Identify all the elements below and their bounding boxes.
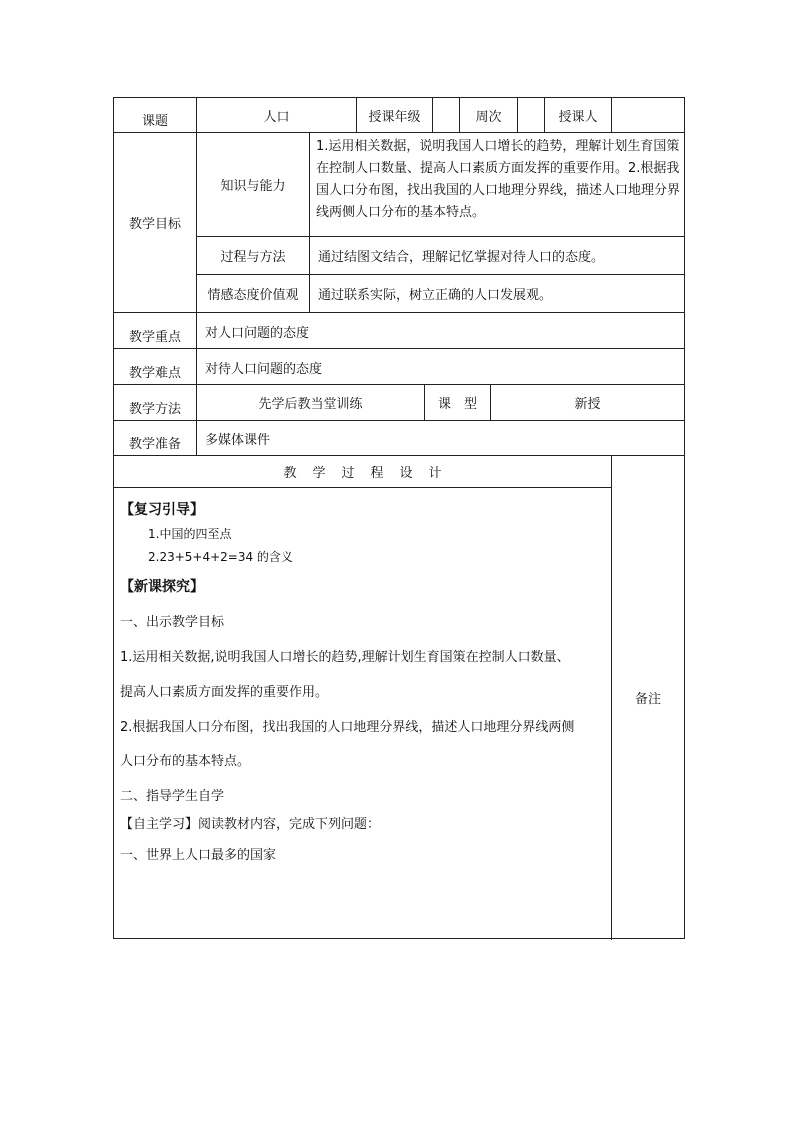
lesson-type-value: 新授	[491, 385, 684, 421]
self-study-instruction: 【自主学习】阅读教材内容，完成下列问题：	[120, 817, 381, 832]
process-method-label: 过程与方法	[197, 237, 310, 275]
knowledge-label: 知识与能力	[197, 133, 310, 237]
key-point-label: 教学重点	[114, 313, 197, 349]
objective-2-line-2: 人口分布的基本特点。	[120, 754, 251, 769]
review-title: 【复习引导】	[120, 502, 204, 518]
section-1-heading: 一、出示教学目标	[120, 615, 225, 630]
question-1: 一、世界上人口最多的国家	[120, 848, 277, 863]
review-item-1: 1.中国的四至点	[148, 527, 232, 541]
difficulty-label: 教学难点	[114, 349, 197, 385]
emotion-text: 通过联系实际，树立正确的人口发展观。	[310, 275, 684, 313]
objective-1-line-1: 1.运用相关数据,说明我国人口增长的趋势,理解计划生育国策在控制人口数量、	[120, 650, 570, 665]
process-design-title: 教学过程设计	[114, 456, 612, 488]
lesson-type-label: 课 型	[425, 385, 491, 421]
knowledge-text: 1.运用相关数据，说明我国人口增长的趋势，理解计划生育国策在控制人口数量、提高人口素质方面发挥的重要作用。2.根据我国人口分布图，找出我国的人口地理分界线，描述人口地理分界线两侧人口分布的基本特点。	[310, 133, 684, 237]
topic-label: 课题	[114, 98, 197, 133]
section-2-heading: 二、指导学生自学	[120, 789, 225, 804]
process-method-text: 通过结图文结合，理解记忆掌握对待人口的态度。	[310, 237, 684, 275]
preparation-label: 教学准备	[114, 421, 197, 456]
objectives-label: 教学目标	[114, 133, 197, 313]
review-item-2: 2.23+5+4+2=34 的含义	[148, 550, 293, 564]
teacher-value[interactable]	[612, 98, 684, 133]
objective-2-line-1: 2.根据我国人口分布图，找出我国的人口地理分界线，描述人口地理分界线两侧	[120, 720, 575, 735]
remark-label: 备注	[634, 691, 661, 707]
teacher-label: 授课人	[545, 98, 612, 133]
grade-value[interactable]	[433, 98, 460, 133]
method-label: 教学方法	[114, 385, 197, 421]
lesson-plan-table	[113, 97, 685, 939]
method-value: 先学后教当堂训练	[197, 385, 425, 421]
topic-value[interactable]: 人口	[197, 98, 357, 133]
preparation-value: 多媒体课件	[197, 421, 684, 456]
process-design-body	[114, 488, 612, 940]
key-point-value: 对人口问题的态度	[197, 313, 684, 349]
week-value[interactable]	[518, 98, 545, 133]
difficulty-value: 对待人口问题的态度	[197, 349, 684, 385]
emotion-label: 情感态度价值观	[197, 275, 310, 313]
new-lesson-title: 【新课探究】	[120, 579, 204, 595]
objective-1-line-2: 提高人口素质方面发挥的重要作用。	[120, 685, 329, 700]
week-label: 周次	[460, 98, 518, 133]
grade-label: 授课年级	[357, 98, 433, 133]
